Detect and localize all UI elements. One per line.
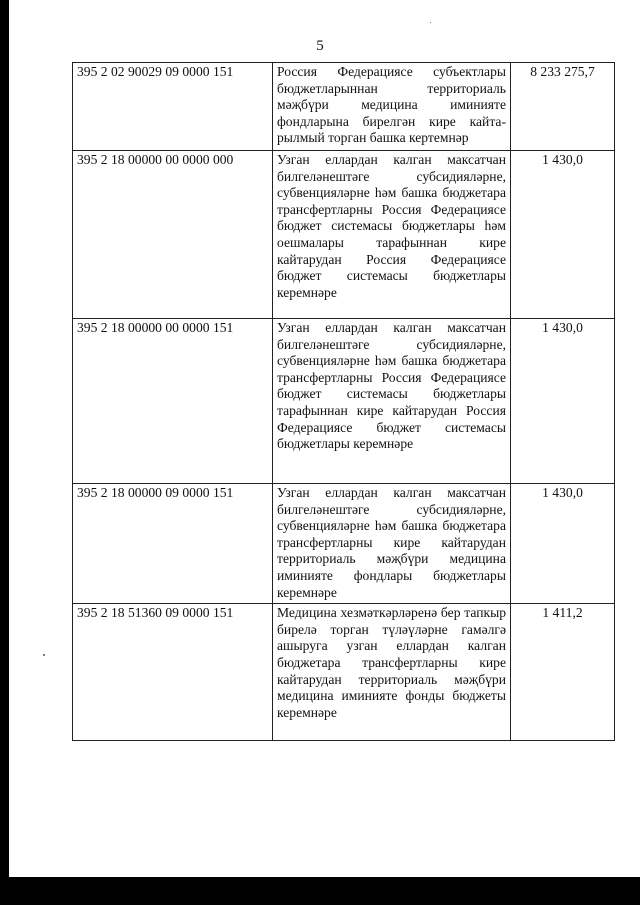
budget-code-table	[72, 62, 615, 741]
amount-cell: 1 430,0	[511, 484, 615, 604]
amount-cell: 8 233 275,7	[511, 63, 615, 151]
description-cell: Узган еллардан калган максатчан билгеләнештәге субсидияләрне, субвенцияләрне һәм башка бюджетара трансфертларны Россия Федерациясе бюджет системасы бюджетлары һәм оешмалары тарафыннан кире кайтарудан Россия Федерациясе бюджет системасы бюджетлары керемнәре	[273, 151, 511, 319]
budget-code-cell: 395 2 02 90029 09 0000 151	[73, 63, 273, 151]
budget-code-cell: 395 2 18 00000 00 0000 151	[73, 319, 273, 484]
table-row	[73, 63, 615, 151]
description-cell: Медицина хезмәткәрләренә бер тапкыр бирелә торган түләүләрне гамәлгә ашыруга узган еллардан калган бюджетара трансфертларны кире кайтарудан территориаль мәҗбүри медицина иминияте фонды бюджеты керемнәре	[273, 604, 511, 741]
table-row	[73, 319, 615, 484]
description-cell: Узган еллардан калган максатчан билгеләнештәге субсидияләрне, субвенцияләрне һәм башка бюджетара трансфертларны кире кайтарудан территориаль мәҗбүри медицина иминияте фондлары бюджетлары керемнәре	[273, 484, 511, 604]
page-number: 5	[316, 38, 324, 54]
scan-bottom-border	[0, 877, 640, 905]
description-cell: Россия Федерациясе субъектлары бюджетларыннан территориаль мәҗбүри медицина иминияте фондларына бирелгән кире кайта-рылмый торган башка кертемнәр	[273, 63, 511, 151]
amount-cell: 1 411,2	[511, 604, 615, 741]
budget-code-cell: 395 2 18 51360 09 0000 151	[73, 604, 273, 741]
amount-cell: 1 430,0	[511, 151, 615, 319]
budget-code-cell: 395 2 18 00000 00 0000 000	[73, 151, 273, 319]
budget-code-cell: 395 2 18 00000 09 0000 151	[73, 484, 273, 604]
table-row	[73, 484, 615, 604]
scan-speck	[43, 654, 45, 656]
scan-speck	[430, 22, 431, 23]
scan-left-border	[0, 0, 9, 905]
table-row	[73, 151, 615, 319]
table-row	[73, 604, 615, 741]
amount-cell: 1 430,0	[511, 319, 615, 484]
description-cell: Узган еллардан калган максатчан билгеләнештәге субсидияләрне, субвенцияләрне һәм башка бюджетара трансфертларны Россия Федерациясе бюджет системасы бюджетлары тарафыннан кире кайтарудан Россия Федерациясе бюджет системасы бюджетлары керемнәре	[273, 319, 511, 484]
